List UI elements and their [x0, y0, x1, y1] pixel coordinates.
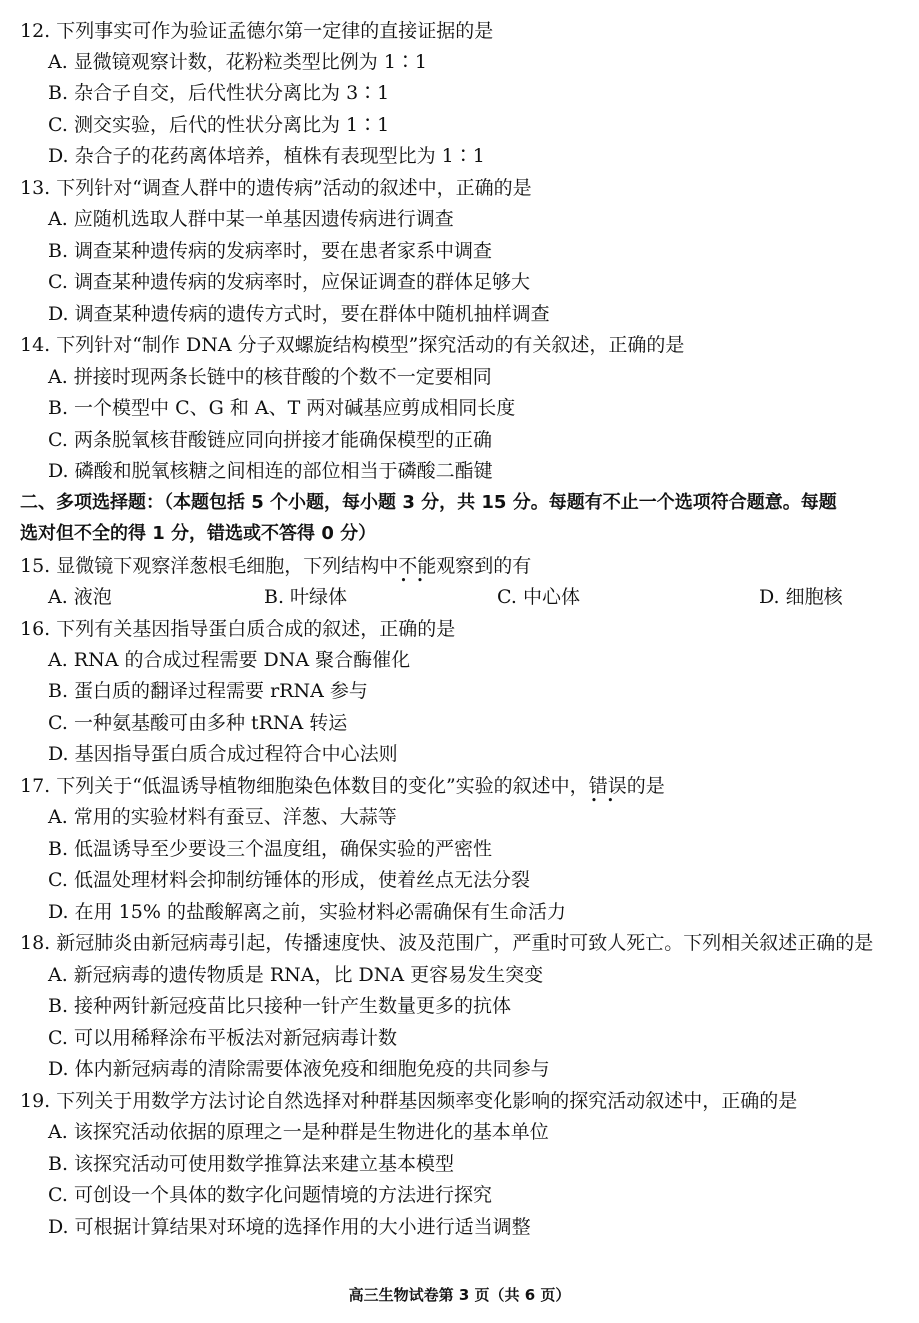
- question-16-option-d: D. 基因指导蛋白质合成过程符合中心法则: [48, 743, 398, 765]
- page-footer: 高三生物试卷第 3 页（共 6 页）: [348, 1286, 571, 1304]
- question-13-option-b: B. 调查某种遗传病的发病率时，要在患者家系中调查: [48, 240, 493, 262]
- emphasis-mark: 不能 • •: [398, 554, 436, 578]
- question-17-stem-pre: 17. 下列关于“低温诱导植物细胞染色体数目的变化”实验的叙述中，: [20, 775, 589, 797]
- question-15-option-d: D. 细胞核: [759, 586, 843, 608]
- question-12-option-b: B. 杂合子自交，后代性状分离比为 3∶1: [48, 82, 390, 104]
- question-16-option-c: C. 一种氨基酸可由多种 tRNA 转运: [48, 712, 348, 734]
- question-14-stem: 14. 下列针对“制作 DNA 分子双螺旋结构模型”探究活动的有关叙述，正确的是: [20, 334, 685, 356]
- question-15-option-c: C. 中心体: [497, 586, 580, 608]
- question-18-option-d: D. 体内新冠病毒的清除需要体液免疫和细胞免疫的共同参与: [48, 1058, 550, 1080]
- question-12-option-d: D. 杂合子的花药离体培养，植株有表现型比为 1∶1: [48, 145, 485, 167]
- emphasis-mark: 错误 • •: [589, 774, 627, 798]
- question-12-option-a: A. 显微镜观察计数，花粉粒类型比例为 1∶1: [48, 51, 428, 73]
- question-16-stem: 16. 下列有关基因指导蛋白质合成的叙述，正确的是: [20, 618, 456, 640]
- question-19-option-d: D. 可根据计算结果对环境的选择作用的大小进行适当调整: [48, 1216, 531, 1238]
- question-16-option-b: B. 蛋白质的翻译过程需要 rRNA 参与: [48, 680, 368, 702]
- question-17-option-a: A. 常用的实验材料有蚕豆、洋葱、大蒜等: [48, 806, 397, 828]
- question-15-options: [48, 585, 868, 609]
- question-17-stem: [20, 774, 665, 798]
- question-12-stem: 12. 下列事实可作为验证孟德尔第一定律的直接证据的是: [20, 20, 494, 42]
- question-19-stem: 19. 下列关于用数学方法讨论自然选择对种群基因频率变化影响的探究活动叙述中，正确的是: [20, 1090, 798, 1112]
- question-15-option-a: A. 液泡: [48, 586, 112, 608]
- question-19-option-c: C. 可创设一个具体的数字化问题情境的方法进行探究: [48, 1184, 492, 1206]
- question-18-option-c: C. 可以用稀释涂布平板法对新冠病毒计数: [48, 1027, 397, 1049]
- question-18-stem: 18. 新冠肺炎由新冠病毒引起，传播速度快、波及范围广，严重时可致人死亡。下列相关叙述正确的是: [20, 932, 874, 954]
- question-14-option-a: A. 拼接时现两条长链中的核苷酸的个数不一定要相同: [48, 366, 492, 388]
- question-15-stem: [20, 554, 531, 578]
- question-14-option-c: C. 两条脱氧核苷酸链应同向拼接才能确保模型的正确: [48, 429, 492, 451]
- question-15-option-b: B. 叶绿体: [264, 586, 348, 608]
- question-19-option-a: A. 该探究活动依据的原理之一是种群是生物进化的基本单位: [48, 1121, 549, 1143]
- question-15-stem-post: 观察到的有: [436, 555, 532, 577]
- section-2-heading: 二、多项选择题：（本题包括 5 个小题，每小题 3 分，共 15 分。每题有不止一个选项符合题意。每题: [20, 492, 837, 513]
- question-14-option-d: D. 磷酸和脱氧核糖之间相连的部位相当于磷酸二酯键: [48, 460, 493, 482]
- question-19-option-b: B. 该探究活动可使用数学推算法来建立基本模型: [48, 1153, 455, 1175]
- question-18-option-a: A. 新冠病毒的遗传物质是 RNA，比 DNA 更容易发生突变: [48, 964, 544, 986]
- question-15-stem-pre: 15. 显微镜下观察洋葱根毛细胞，下列结构中: [20, 555, 399, 577]
- question-14-option-b: B. 一个模型中 C、G 和 A、T 两对碱基应剪成相同长度: [48, 397, 516, 419]
- question-17-option-b: B. 低温诱导至少要设三个温度组，确保实验的严密性: [48, 838, 493, 860]
- question-16-option-a: A. RNA 的合成过程需要 DNA 聚合酶催化: [48, 649, 411, 671]
- question-13-stem: 13. 下列针对“调查人群中的遗传病”活动的叙述中，正确的是: [20, 177, 532, 199]
- question-17-stem-post: 的是: [626, 775, 665, 797]
- question-13-option-d: D. 调查某种遗传病的遗传方式时，要在群体中随机抽样调查: [48, 303, 550, 325]
- section-2-heading-cont: 选对但不全的得 1 分，错选或不答得 0 分）: [20, 523, 377, 544]
- question-17-option-d: D. 在用 15% 的盐酸解离之前，实验材料必需确保有生命活力: [48, 901, 566, 923]
- question-17-option-c: C. 低温处理材料会抑制纺锤体的形成，使着丝点无法分裂: [48, 869, 530, 891]
- question-13-option-c: C. 调查某种遗传病的发病率时，应保证调查的群体足够大: [48, 271, 530, 293]
- question-18-option-b: B. 接种两针新冠疫苗比只接种一针产生数量更多的抗体: [48, 995, 512, 1017]
- question-12-option-c: C. 测交实验，后代的性状分离比为 1∶1: [48, 114, 390, 136]
- question-13-option-a: A. 应随机选取人群中某一单基因遗传病进行调查: [48, 208, 454, 230]
